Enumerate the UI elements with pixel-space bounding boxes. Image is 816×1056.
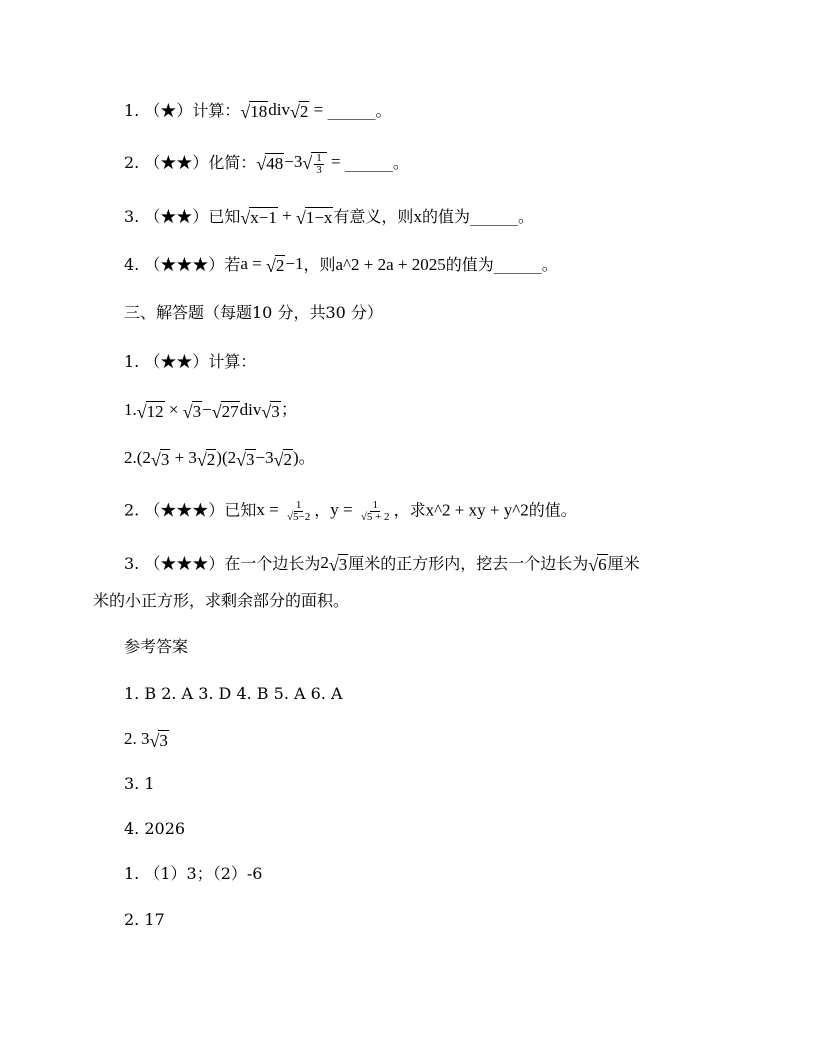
section-heading: 三、解答题（每题10 分，共30 分）: [124, 303, 383, 322]
fill-in-question-4: 4. （★★★）若a = √2−1，则a^2 + 2a + 2025的值为______。: [124, 254, 558, 276]
question-1-part-1: [124, 398, 298, 422]
answer-line: 4. 2026: [124, 819, 186, 838]
question-text: 1. （★）计算：: [124, 100, 241, 120]
answer-blank[interactable]: ______: [327, 100, 376, 120]
fill-in-question-1: 1. （★）计算：√18div√2 = ______。: [124, 100, 392, 122]
fill-in-question-3: 3. （★★）已知√x−1 + √1−x有意义，则x的值为______。: [124, 206, 534, 228]
math-expression: √18div√2 =: [240, 100, 328, 122]
question-1-title: 1. （★★）计算：: [124, 352, 257, 371]
question-text: 2. （★★）化简：: [124, 152, 257, 172]
question-1-part-2: [124, 446, 316, 470]
math-expression: √6: [588, 554, 607, 575]
question-text: 4. （★★★）若: [124, 254, 241, 274]
answer-line: 1. B 2. A 3. D 4. B 5. A 6. A: [124, 684, 343, 703]
answer-blank[interactable]: ______: [344, 152, 393, 172]
question-text: 3. （★★）已知: [124, 206, 241, 226]
question-3-line-2: 米的小正方形，求剩余部分的面积。: [93, 591, 350, 610]
math-expression: a = √2−1: [240, 254, 304, 276]
answer-blank[interactable]: ______: [493, 254, 542, 274]
question-3-line-1: 3. （★★★）在一个边长为2√3厘米的正方形内，挖去一个边长为√6厘米: [124, 553, 640, 575]
answer-line: 1. （1）3；（2）-6: [124, 864, 263, 883]
answer-line: 2. 3√3: [124, 729, 168, 751]
math-expression: y = $\frac{1}{√5 + 2}$: [330, 498, 390, 523]
answer-line: 3. 1: [124, 774, 155, 793]
math-expression: √x−1 + √1−x: [240, 206, 333, 228]
answer-line: 2. 17: [124, 910, 165, 929]
answer-blank[interactable]: ______: [469, 206, 518, 226]
math-expression: 2.(2√3 + 3√2)(2√3−3√2)。: [124, 448, 316, 470]
math-expression: √48−3√ $\frac{1}{3}$ =: [256, 151, 345, 176]
fill-in-question-2: 2. （★★）化简：√48−3√ $\frac{1}{3}$ = ______。: [124, 151, 409, 176]
math-expression: 2√3: [320, 553, 348, 575]
answers-heading: 参考答案: [124, 637, 189, 656]
math-expression: x = $\frac{1}{√5-2}$: [256, 498, 311, 523]
math-expression: 1.√12 × √3−√27div√3；: [124, 400, 298, 422]
question-2: 2. （★★★）已知x = $\frac{1}{√5-2}$ ，y = $\frac{1}{√5 + 2}$ ，求x^2 + xy + y^2的值。: [124, 498, 577, 523]
